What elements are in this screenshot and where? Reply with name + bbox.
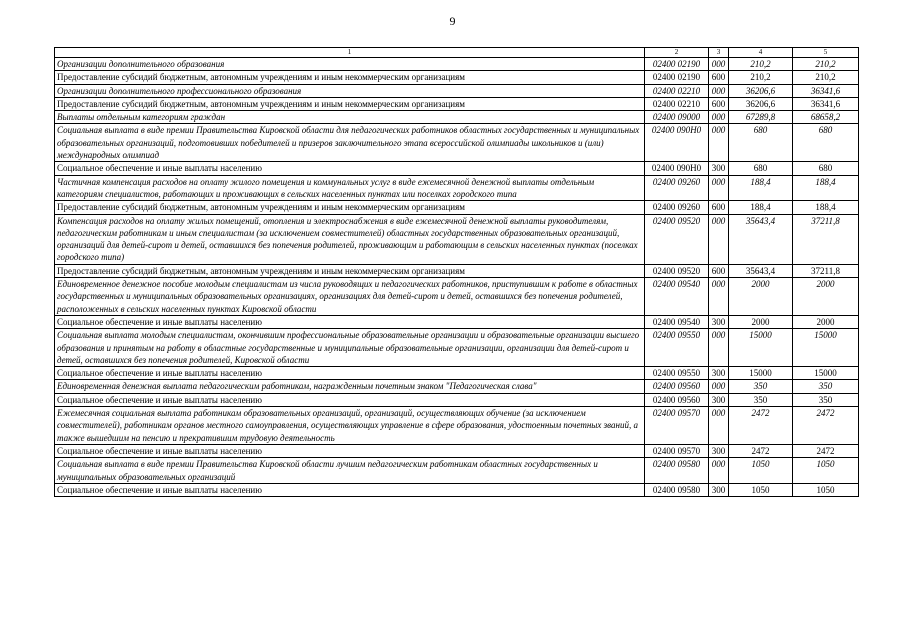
- row-code-cell: 02400 09520: [645, 264, 709, 277]
- row-code-cell: 02400 09540: [645, 315, 709, 328]
- row-name-cell: Предоставление субсидий бюджетным, автономным учреждениям и иным некоммерческим организациям: [55, 71, 645, 84]
- row-value-year1-cell: 188,4: [729, 201, 793, 214]
- row-value-year2-cell: 2000: [793, 278, 859, 316]
- row-value-year2-cell: 15000: [793, 329, 859, 367]
- row-value-year1-cell: 36206,6: [729, 97, 793, 110]
- row-vr-cell: 000: [709, 278, 729, 316]
- table-row: [55, 71, 859, 84]
- row-vr-cell: 600: [709, 71, 729, 84]
- row-value-year2-cell: 1050: [793, 458, 859, 484]
- budget-table: [54, 47, 859, 497]
- row-code-cell: 02400 09260: [645, 175, 709, 201]
- row-code-cell: 02400 02190: [645, 58, 709, 71]
- row-vr-cell: 000: [709, 458, 729, 484]
- table-row: [55, 315, 859, 328]
- row-value-year2-cell: 210,2: [793, 58, 859, 71]
- row-name-cell: Организации дополнительного профессионального образования: [55, 84, 645, 97]
- row-vr-cell: 000: [709, 380, 729, 393]
- row-code-cell: 02400 09570: [645, 444, 709, 457]
- row-vr-cell: 000: [709, 175, 729, 201]
- row-value-year2-cell: 1050: [793, 483, 859, 496]
- table-row: [55, 393, 859, 406]
- table-row: [55, 111, 859, 124]
- row-name-cell: Частичная компенсация расходов на оплату жилого помещения и коммунальных услуг в виде ежемесячной денежной выплаты отдельным категориям специалистов, работающих и проживающих в сельских населенных пунктах или поселках городского типа: [55, 175, 645, 201]
- row-value-year2-cell: 350: [793, 380, 859, 393]
- row-value-year2-cell: 188,4: [793, 201, 859, 214]
- row-name-cell: Социальная выплата в виде премии Правительства Кировской области для педагогических работников областных государственных и муниципальных образовательных организаций, подготовивших победителей и призеров заключительного этапа всероссийской олимпиады школьников и (или) международных олимпиад: [55, 124, 645, 162]
- row-value-year2-cell: 350: [793, 393, 859, 406]
- row-code-cell: 02400 090Н0: [645, 124, 709, 162]
- row-code-cell: 02400 09560: [645, 393, 709, 406]
- row-value-year2-cell: 188,4: [793, 175, 859, 201]
- row-value-year1-cell: 210,2: [729, 58, 793, 71]
- row-value-year2-cell: 15000: [793, 367, 859, 380]
- row-vr-cell: 300: [709, 483, 729, 496]
- table-row: [55, 58, 859, 71]
- row-code-cell: 02400 09560: [645, 380, 709, 393]
- row-value-year1-cell: 2472: [729, 444, 793, 457]
- row-vr-cell: 000: [709, 124, 729, 162]
- header-col-1: 1: [55, 48, 645, 58]
- row-name-cell: Предоставление субсидий бюджетным, автономным учреждениям и иным некоммерческим организациям: [55, 264, 645, 277]
- row-name-cell: Социальная выплата в виде премии Правительства Кировской области лучшим педагогическим работникам областных государственных и муниципальных образовательных организаций: [55, 458, 645, 484]
- row-name-cell: Выплаты отдельным категориям граждан: [55, 111, 645, 124]
- row-vr-cell: 600: [709, 201, 729, 214]
- row-name-cell: Социальное обеспечение и иные выплаты населению: [55, 367, 645, 380]
- row-vr-cell: 000: [709, 329, 729, 367]
- header-col-5: 5: [793, 48, 859, 58]
- row-vr-cell: 000: [709, 111, 729, 124]
- row-value-year1-cell: 188,4: [729, 175, 793, 201]
- row-value-year2-cell: 2000: [793, 315, 859, 328]
- row-name-cell: Организации дополнительного образования: [55, 58, 645, 71]
- row-vr-cell: 000: [709, 58, 729, 71]
- row-code-cell: 02400 02190: [645, 71, 709, 84]
- row-value-year2-cell: 36341,6: [793, 97, 859, 110]
- row-value-year2-cell: 680: [793, 124, 859, 162]
- table-row: [55, 264, 859, 277]
- row-name-cell: Социальное обеспечение и иные выплаты населению: [55, 315, 645, 328]
- table-row: [55, 214, 859, 264]
- table-row: [55, 201, 859, 214]
- table-row: [55, 97, 859, 110]
- row-value-year2-cell: 2472: [793, 444, 859, 457]
- table-row: [55, 407, 859, 445]
- table-row: [55, 329, 859, 367]
- table-row: [55, 84, 859, 97]
- row-code-cell: 02400 09580: [645, 458, 709, 484]
- table-header-row: [55, 48, 859, 58]
- row-value-year2-cell: 37211,8: [793, 214, 859, 264]
- row-name-cell: Социальное обеспечение и иные выплаты населению: [55, 393, 645, 406]
- row-code-cell: 02400 09520: [645, 214, 709, 264]
- row-vr-cell: 300: [709, 367, 729, 380]
- row-value-year2-cell: 680: [793, 162, 859, 175]
- row-value-year1-cell: 67289,8: [729, 111, 793, 124]
- row-code-cell: 02400 09540: [645, 278, 709, 316]
- row-value-year1-cell: 35643,4: [729, 264, 793, 277]
- row-value-year1-cell: 680: [729, 162, 793, 175]
- row-name-cell: Социальное обеспечение и иные выплаты населению: [55, 483, 645, 496]
- row-code-cell: 02400 02210: [645, 97, 709, 110]
- row-vr-cell: 600: [709, 264, 729, 277]
- row-value-year2-cell: 210,2: [793, 71, 859, 84]
- row-code-cell: 02400 090Н0: [645, 162, 709, 175]
- row-value-year2-cell: 2472: [793, 407, 859, 445]
- row-value-year2-cell: 68658,2: [793, 111, 859, 124]
- header-col-2: 2: [645, 48, 709, 58]
- row-code-cell: 02400 09260: [645, 201, 709, 214]
- row-value-year1-cell: 2000: [729, 315, 793, 328]
- row-vr-cell: 000: [709, 84, 729, 97]
- row-name-cell: Ежемесячная социальная выплата работникам образовательных организаций, организаций, осуществляющих обучение (за исключением совместителей), работникам органов местного самоуправления, осуществляющих управление в сфере образования, удостоенным почетных званий, а также вышедшим на пенсию и прекратившим трудовую деятельность: [55, 407, 645, 445]
- row-value-year1-cell: 210,2: [729, 71, 793, 84]
- row-name-cell: Предоставление субсидий бюджетным, автономным учреждениям и иным некоммерческим организациям: [55, 201, 645, 214]
- row-value-year1-cell: 350: [729, 380, 793, 393]
- header-col-3: 3: [709, 48, 729, 58]
- table-row: [55, 444, 859, 457]
- row-value-year1-cell: 2000: [729, 278, 793, 316]
- row-value-year1-cell: 15000: [729, 329, 793, 367]
- row-name-cell: Единовременная денежная выплата педагогическим работникам, награжденным почетным знаком "Педагогическая слава": [55, 380, 645, 393]
- table-row: [55, 483, 859, 496]
- row-value-year1-cell: 1050: [729, 483, 793, 496]
- row-value-year1-cell: 350: [729, 393, 793, 406]
- row-name-cell: Социальная выплата молодым специалистам, окончившим профессиональные образовательные организации и образовательные организации высшего образования и принятым на работу в областные государственные и муниципальные образовательные организации, организации для детей-сирот и детей, оставшихся без попечения родителей, Кировской области: [55, 329, 645, 367]
- page-number: 9: [449, 14, 456, 28]
- row-value-year2-cell: 37211,8: [793, 264, 859, 277]
- row-name-cell: Предоставление субсидий бюджетным, автономным учреждениям и иным некоммерческим организациям: [55, 97, 645, 110]
- row-code-cell: 02400 09550: [645, 329, 709, 367]
- row-value-year1-cell: 36206,6: [729, 84, 793, 97]
- row-vr-cell: 300: [709, 393, 729, 406]
- table-row: [55, 380, 859, 393]
- row-value-year1-cell: 680: [729, 124, 793, 162]
- row-value-year1-cell: 35643,4: [729, 214, 793, 264]
- row-vr-cell: 300: [709, 162, 729, 175]
- row-vr-cell: 600: [709, 97, 729, 110]
- row-name-cell: Единовременное денежное пособие молодым специалистам из числа руководящих и педагогических работников, приступившим к работе в областных государственных и муниципальных образовательных организациях, организациях для детей-сирот и детей, оставшихся без попечения родителей, расположенных в сельских населенных пунктах Кировской области: [55, 278, 645, 316]
- row-name-cell: Компенсация расходов на оплату жилых помещений, отопления и электроснабжения в виде ежемесячной денежной выплаты руководителям, педагогическим работникам и иным специалистам (за исключением совместителей) областных государственных образовательных организаций, организаций для детей-сирот и детей, оставшихся без попечения родителей, проживающим и работающим в сельских населенных пунктах (поселках городского типа): [55, 214, 645, 264]
- row-vr-cell: 300: [709, 315, 729, 328]
- row-code-cell: 02400 02210: [645, 84, 709, 97]
- table-row: [55, 367, 859, 380]
- header-col-4: 4: [729, 48, 793, 58]
- row-value-year1-cell: 2472: [729, 407, 793, 445]
- row-value-year2-cell: 36341,6: [793, 84, 859, 97]
- row-value-year1-cell: 1050: [729, 458, 793, 484]
- table-row: [55, 278, 859, 316]
- row-code-cell: 02400 09000: [645, 111, 709, 124]
- row-vr-cell: 300: [709, 444, 729, 457]
- row-code-cell: 02400 09550: [645, 367, 709, 380]
- row-vr-cell: 000: [709, 407, 729, 445]
- row-name-cell: Социальное обеспечение и иные выплаты населению: [55, 162, 645, 175]
- row-vr-cell: 000: [709, 214, 729, 264]
- row-code-cell: 02400 09570: [645, 407, 709, 445]
- table-row: [55, 124, 859, 162]
- table-row: [55, 175, 859, 201]
- row-code-cell: 02400 09580: [645, 483, 709, 496]
- row-value-year1-cell: 15000: [729, 367, 793, 380]
- row-name-cell: Социальное обеспечение и иные выплаты населению: [55, 444, 645, 457]
- table-row: [55, 162, 859, 175]
- table-row: [55, 458, 859, 484]
